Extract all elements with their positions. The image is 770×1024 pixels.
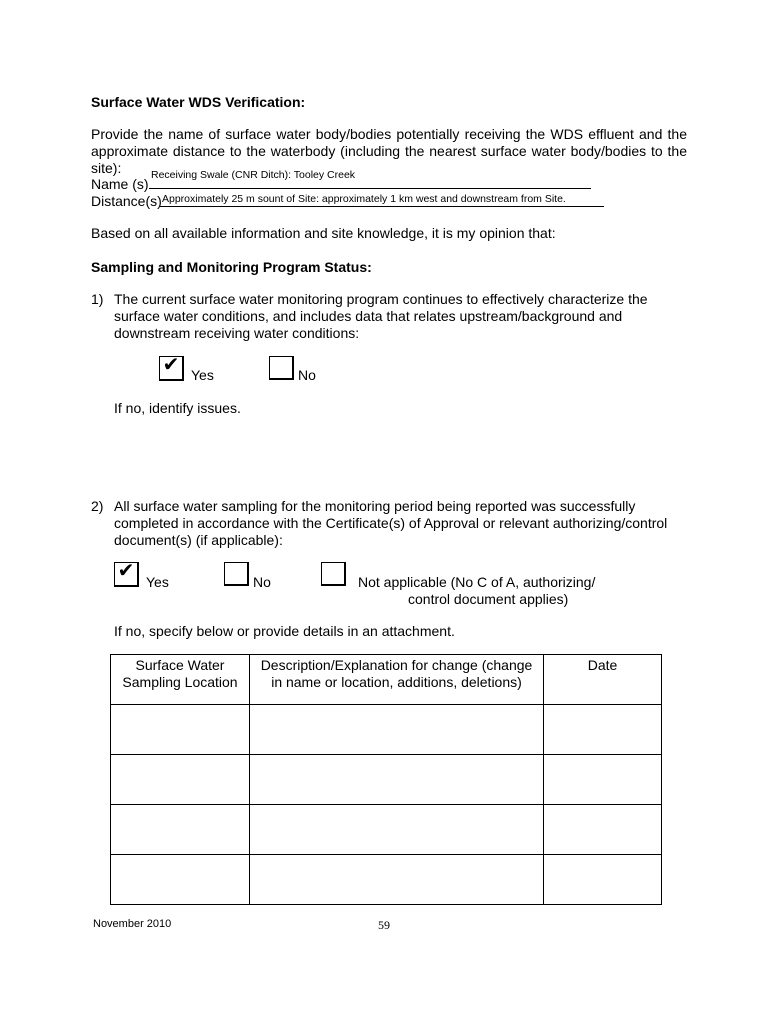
cell-description[interactable] (250, 705, 544, 755)
cell-description[interactable] (250, 855, 544, 905)
q2-na-label-line1: Not applicable (No C of A, authorizing/ (358, 574, 596, 590)
table-header-row (111, 655, 662, 705)
q2-na-checkbox[interactable] (321, 562, 346, 586)
name-field-value[interactable]: Receiving Swale (CNR Ditch): Tooley Creek (151, 169, 356, 181)
q2-number: 2) (91, 498, 104, 514)
q2-yes-label: Yes (146, 574, 169, 590)
table-row (111, 755, 662, 805)
q1-no-checkbox[interactable] (269, 356, 294, 380)
q1-yes-checkbox[interactable] (159, 352, 184, 381)
cell-date[interactable] (544, 705, 662, 755)
q1-text: The current surface water monitoring program continues to effectively characterize the surface water conditions, and includes data that relates upstream/background and downstream receiving water conditions: (114, 291, 648, 341)
cell-location[interactable] (111, 705, 250, 755)
cell-location[interactable] (111, 855, 250, 905)
cell-location[interactable] (111, 755, 250, 805)
q1-yes-label: Yes (191, 367, 214, 383)
header-date: Date (544, 655, 662, 705)
page-number: 59 (378, 918, 390, 932)
distance-label: Distance(s) (91, 193, 162, 209)
check-mark-icon: ✔ (117, 558, 135, 582)
instruction-text: Provide the name of surface water body/bodies potentially receiving the WDS effluent and the approximate distance to the waterbody (including the nearest surface water body/bodies to the site): (91, 126, 687, 176)
header-sampling-location: Surface Water Sampling Location (111, 655, 250, 705)
changes-table (110, 654, 662, 905)
cell-date[interactable] (544, 755, 662, 805)
cell-date[interactable] (544, 805, 662, 855)
q2-no-checkbox[interactable] (224, 562, 249, 586)
section-title: Surface Water WDS Verification: (91, 94, 306, 110)
name-label: Name (s) (91, 176, 149, 192)
q1-no-label: No (298, 367, 316, 383)
table-row (111, 855, 662, 905)
header-description: Description/Explanation for change (change in name or location, additions, deletions) (250, 655, 544, 705)
q2-text: All surface water sampling for the monitoring period being reported was successfully completed in accordance with the Certificate(s) of Approval or relevant authorizing/control document(s) (if applicable): (114, 498, 668, 548)
status-title: Sampling and Monitoring Program Status: (91, 259, 372, 275)
table-row (111, 705, 662, 755)
cell-date[interactable] (544, 855, 662, 905)
footer-date: November 2010 (93, 918, 172, 930)
distance-field-value[interactable]: Approximately 25 m sount of Site: approximately 1 km west and downstream from Site. (162, 193, 566, 205)
cell-location[interactable] (111, 805, 250, 855)
name-underline (149, 188, 591, 189)
q2-followup: If no, specify below or provide details in an attachment. (114, 623, 455, 639)
q2-na-label-line2: control document applies) (408, 591, 569, 607)
check-mark-icon: ✔ (162, 352, 180, 376)
q2-no-label: No (253, 574, 271, 590)
cell-description[interactable] (250, 755, 544, 805)
distance-underline (160, 206, 604, 207)
table-row (111, 805, 662, 855)
q1-followup: If no, identify issues. (114, 400, 241, 416)
q1-number: 1) (91, 291, 104, 307)
cell-description[interactable] (250, 805, 544, 855)
q2-yes-checkbox[interactable] (114, 558, 139, 587)
opinion-text: Based on all available information and site knowledge, it is my opinion that: (91, 225, 556, 241)
